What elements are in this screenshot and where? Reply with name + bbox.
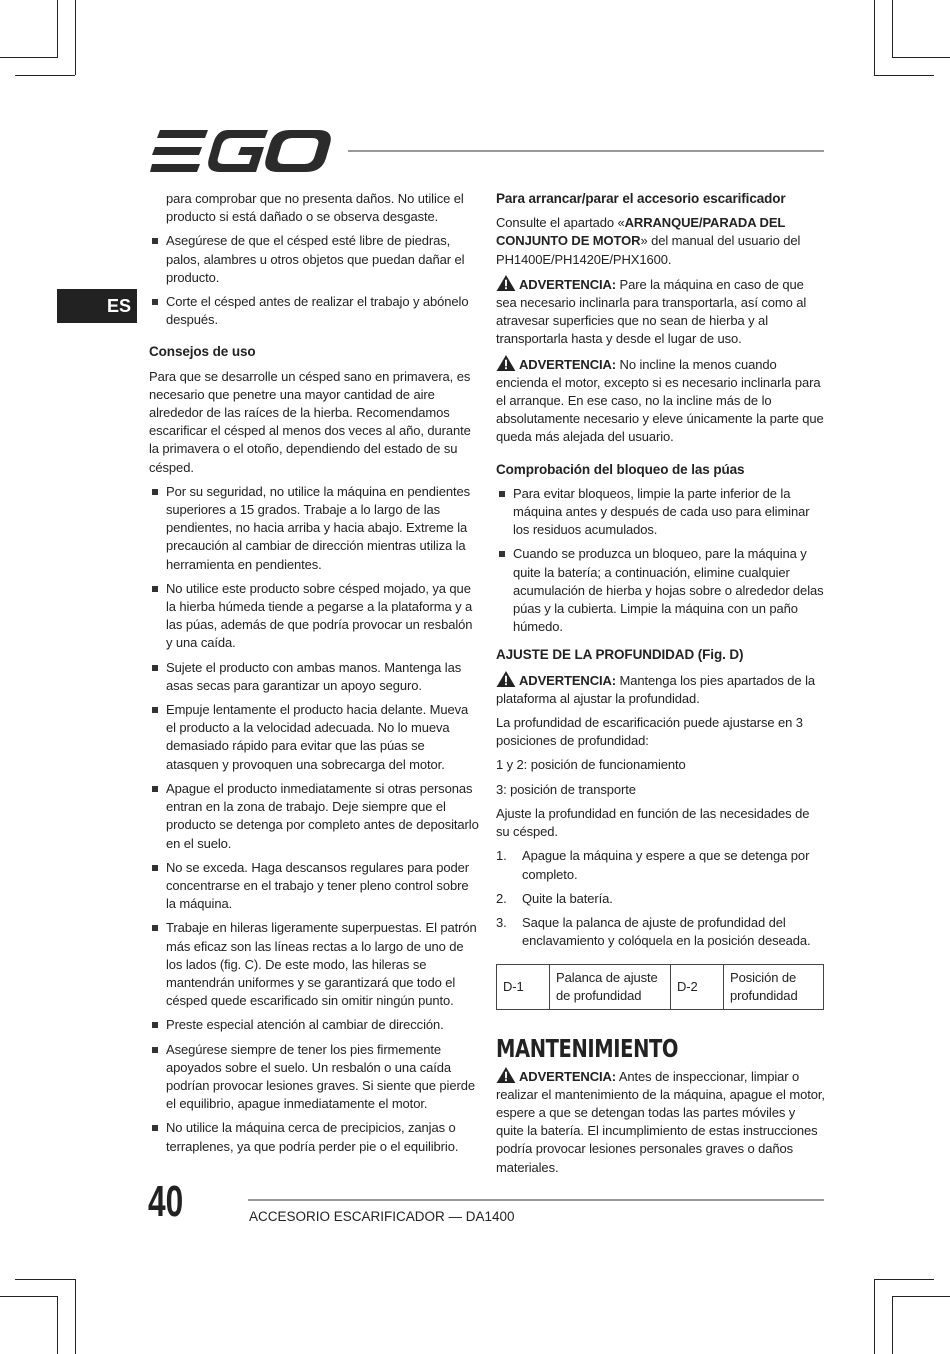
warning-text: Antes de inspeccionar, limpiar o realizar el mantenimiento de la máquina, apague el motor, espere a que se detengan todas las partes móviles y quite la batería. El incumplimiento de estas instrucciones podría provocar lesiones personales graves o daños materiales. <box>496 1068 825 1175</box>
crop-mark <box>874 1279 875 1354</box>
warning-label: ADVERTENCIA: <box>519 1068 617 1084</box>
warning-label: ADVERTENCIA: <box>519 672 617 688</box>
list-item: Asegúrese siempre de tener los pies firmemente apoyados sobre el suelo. Un resbalón o una caída podrían provocar lesiones graves. Si siente que pierde el equilibrio, apague inmediatamente el motor. <box>149 1041 479 1114</box>
warning-label: ADVERTENCIA: <box>519 276 617 292</box>
consejos-bullet-list <box>149 483 479 1156</box>
table-row <box>497 965 824 1010</box>
crop-mark <box>0 1296 58 1297</box>
list-item: No utilice la máquina cerca de precipicios, zanjas o terraplenes, ya que podría perder pie o el equilibrio. <box>149 1119 479 1155</box>
step-number: 1. <box>496 848 507 864</box>
ajuste-paragraph: La profundidad de escarificación puede ajustarse en 3 posiciones de profundidad: <box>496 715 803 749</box>
right-column <box>496 190 826 1183</box>
crop-mark <box>15 1279 75 1280</box>
crop-mark <box>57 0 58 57</box>
crop-mark <box>75 1279 76 1354</box>
warning-text: No incline la menos cuando encienda el motor, excepto si es necesario inclinarla para el arranque. En ese caso, no la incline más de lo absolutamente necesario y eleve únicamente la parte que queda más alejada del usuario. <box>496 356 824 445</box>
list-item: Para evitar bloqueos, limpie la parte inferior de la máquina antes y después de cada uso para eliminar los residuos acumulados. <box>496 485 826 540</box>
list-item: Asegúrese de que el césped esté libre de piedras, palos, alambres u otros objetos que puedan dañar el producto. <box>149 232 479 287</box>
step-item <box>496 914 826 950</box>
text-span: Consulte el apartado « <box>496 215 625 231</box>
section-heading-consejos: Consejos de uso <box>149 344 256 360</box>
list-item: Empuje lentamente el producto hacia delante. Mueva el producto a la velocidad adecuada. No lo mueva demasiado rápido para evitar que las púas se atasquen y provoquen una sobrecarga del motor. <box>149 701 479 774</box>
crop-mark <box>892 1296 893 1354</box>
crop-mark <box>892 57 950 58</box>
crop-mark <box>874 0 875 75</box>
list-item: Por su seguridad, no utilice la máquina en pendientes superiores a 15 grados. Trabaje a lo largo de las pendientes, no hacia arriba y hacia abajo. Extreme la precaución al cambiar de dirección mientras utiliza la herramienta en pendientes. <box>149 483 479 574</box>
crop-mark <box>15 75 75 76</box>
list-item: Corte el césped antes de realizar el trabajo y abónelo después. <box>149 293 479 329</box>
warning-3 <box>496 671 826 708</box>
language-tab: ES <box>57 289 137 323</box>
table-cell-code: D-1 <box>497 965 550 1010</box>
parts-table <box>496 964 824 1010</box>
crop-mark <box>874 75 934 76</box>
consejos-paragraph: Para que se desarrolle un césped sano en primavera, es necesario que penetre una mayor cantidad de aire alrededor de las raíces de la hierba. Recomendamos escarificar el césped al menos dos veces al año, durante la primavera o el otoño, dependiendo del estado de su césped. <box>149 368 471 475</box>
left-column <box>149 190 479 1162</box>
warning-triangle-icon <box>496 355 516 371</box>
list-item: Preste especial atención al cambiar de dirección. <box>149 1016 479 1034</box>
list-item: Apague el producto inmediatamente si otras personas entran en la zona de trabajo. Deje siempre que el producto se detenga por completo antes de depositarlo en el suelo. <box>149 780 479 853</box>
list-item: Cuando se produzca un bloqueo, pare la máquina y quite la batería; a continuación, elimine cualquier acumulación de hierba y hojas sobre o alrededor delas púas y la cubierta. Limpie la máquina con un paño húmedo. <box>496 545 826 636</box>
warning-triangle-icon <box>496 275 516 291</box>
page-number: 40 <box>148 1177 184 1226</box>
section-heading-arrancar: Para arrancar/parar el accesorio escarificador <box>496 191 786 206</box>
section-heading-ajuste: AJUSTE DE LA PROFUNDIDAD (Fig. D) <box>496 647 744 663</box>
warning-2 <box>496 355 826 447</box>
warning-triangle-icon <box>496 1067 516 1083</box>
step-text: Quite la batería. <box>522 890 613 906</box>
warning-4 <box>496 1067 826 1177</box>
intro-bullet-list <box>149 232 479 329</box>
warning-text: Pare la máquina en caso de que sea necesario inclinarla para transportarla, así como al atravesar superficies que no sean de hierba y al transportarla hasta y desde el lugar de uso. <box>496 276 807 347</box>
list-item: No utilice este producto sobre césped mojado, ya que la hierba húmeda tiende a pegarse a la plataforma y a las púas, además de que podría provocar un resbalón y una caída. <box>149 580 479 653</box>
ajuste-steps <box>496 847 826 950</box>
footer-title: ACCESORIO ESCARIFICADOR — DA1400 <box>249 1209 515 1224</box>
header-rule <box>348 150 824 152</box>
step-item <box>496 847 826 883</box>
ego-logo <box>150 130 332 172</box>
bold-reference: ARRANQUE/PARADA DEL CONJUNTO DE MOTOR <box>496 215 785 249</box>
section-title-mantenimiento: MANTENIMIENTO <box>496 1034 679 1064</box>
crop-mark <box>892 1296 950 1297</box>
bloqueo-bullet-list <box>496 485 826 637</box>
step-number: 2. <box>496 890 507 906</box>
warning-1 <box>496 275 826 349</box>
table-cell-code: D-2 <box>671 965 724 1010</box>
list-item: No se exceda. Haga descansos regulares para poder concentrarse en el trabajo y tener pleno control sobre la máquina. <box>149 859 479 914</box>
step-item <box>496 890 826 908</box>
list-item: Trabaje en hileras ligeramente superpuestas. El patrón más eficaz son las líneas rectas a lo largo de uno de los lados (fig. C). De este modo, las hileras se mantendrán uniformes y se garantizará que todo el césped quede escarificado sin omitir ningún punto. <box>149 919 479 1010</box>
warning-triangle-icon <box>496 671 516 687</box>
footer-rule <box>248 1199 824 1201</box>
step-number: 3. <box>496 914 507 930</box>
list-item: Sujete el producto con ambas manos. Mantenga las asas secas para garantizar un apoyo seguro. <box>149 659 479 695</box>
table-cell-desc: Posición de profundidad <box>724 965 824 1010</box>
step-text: Saque la palanca de ajuste de profundidad del enclavamiento y colóquela en la posición deseada. <box>522 914 811 949</box>
crop-mark <box>75 0 76 75</box>
ajuste-position-transport: 3: posición de transporte <box>496 781 636 797</box>
crop-mark <box>874 1279 934 1280</box>
text-span: » del manual del usuario del PH1400E/PH1420E/PHX1600. <box>496 233 801 267</box>
table-cell-desc: Palanca de ajuste de profundidad <box>550 965 671 1010</box>
crop-mark <box>0 57 58 58</box>
section-heading-bloqueo: Comprobación del bloqueo de las púas <box>496 461 745 477</box>
arrancar-paragraph <box>496 214 826 269</box>
warning-text: Mantenga los pies apartados de la plataforma al ajustar la profundidad. <box>496 672 815 706</box>
crop-mark <box>892 0 893 57</box>
step-text: Apague la máquina y espere a que se detenga por completo. <box>522 848 810 882</box>
ajuste-paragraph-2: Ajuste la profundidad en función de las necesidades de su césped. <box>496 805 810 840</box>
crop-mark <box>57 1296 58 1354</box>
ajuste-position-operation: 1 y 2: posición de funcionamiento <box>496 757 686 773</box>
intro-continuation: para comprobar que no presenta daños. No utilice el producto si está dañado o se observa desgaste. <box>166 191 464 225</box>
warning-label: ADVERTENCIA: <box>519 356 617 372</box>
